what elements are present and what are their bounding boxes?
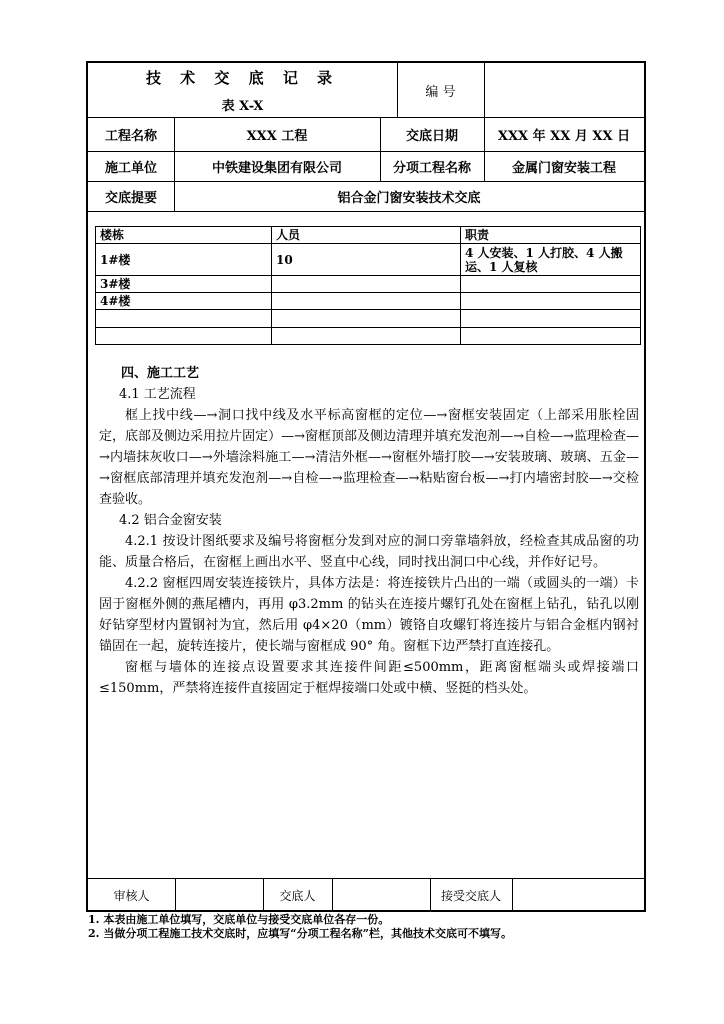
summary-label: 交底提要 [104,190,157,206]
table-cell[interactable] [272,310,461,327]
project-name-label: 工程名称 [104,128,157,144]
table-cell[interactable] [461,275,641,292]
disclosure-form [86,61,646,912]
table-cell[interactable] [96,310,272,327]
table-row [96,310,641,327]
table-cell[interactable]: 4#楼 [96,293,272,310]
staff-table [95,226,641,345]
divider [88,211,644,212]
section-title: 四、施工工艺 [121,366,200,381]
subsection-title: 4.1 工艺流程 [119,387,196,402]
receiver-label: 接受交底人 [440,888,501,903]
footnotes [88,913,648,941]
summary-value[interactable]: 铝合金门窗安装技术交底 [337,190,481,206]
table-row [96,327,641,344]
form-number: 表 X-X [221,98,264,114]
table-row [96,275,641,292]
discloser-label: 交底人 [279,888,316,903]
column-header: 人员 [272,227,461,244]
reviewer-signature[interactable] [175,878,263,912]
sub-project-name[interactable]: 金属门窗安装工程 [511,160,616,176]
table-cell[interactable]: 4 人安装、1 人打胶、4 人搬运、1 人复核 [461,244,641,276]
number-value[interactable] [484,63,644,117]
construction-unit-label: 施工单位 [104,160,157,176]
table-cell[interactable]: 3#楼 [96,275,272,292]
table-cell[interactable] [272,327,461,344]
table-row [96,293,641,310]
table-header-row [96,227,641,244]
disclosure-date[interactable]: XXX 年 XX 月 XX 日 [497,128,631,144]
date-label: 交底日期 [405,128,458,144]
process-flow-paragraph: 框上找中线—→洞口找中线及水平标高窗框的定位—→窗框安装固定（上部采用胀栓固定，底部及侧边采用拉片固定）—→窗框顶部及侧边清理并填充发泡剂—→自检—→监理检查—→内墙抹灰收口—→外墙涂料施工—→清洁外框—→窗框外墙打胶—→安装玻璃、玻璃、五金—→窗框底部清理并填充发泡剂—→自检—→监理检查—→粘贴窗台板—→打内墙密封胶—→交检查验收。 [99,408,639,507]
table-cell[interactable] [272,293,461,310]
number-label: 编 号 [425,84,456,100]
discloser-signature[interactable] [332,878,430,912]
subsection-title: 4.2 铝合金窗安装 [119,513,222,528]
table-cell[interactable] [96,327,272,344]
reviewer-label: 审核人 [113,888,150,903]
table-row [96,244,641,276]
footnote: 2. 当做分项工程施工技术交底时，应填写“分项工程名称”栏，其他技术交底可不填写。 [88,927,512,940]
table-cell[interactable]: 10 [272,244,461,276]
project-name[interactable]: XXX 工程 [246,128,308,144]
paragraph-4-2-1: 4.2.1 按设计图纸要求及编号将窗框分发到对应的洞口旁靠墙斜放，经检查其成品窗的功能、质量合格后，在窗框上画出水平、竖直中心线，同时找出洞口中心线，并作好记号。 [99,534,639,570]
sub-project-label: 分项工程名称 [392,160,471,176]
table-cell[interactable]: 1#楼 [96,244,272,276]
construction-unit[interactable]: 中铁建设集团有限公司 [211,160,342,176]
paragraph-connection-spacing: 窗框与墙体的连接点设置要求其连接件间距≤500mm，距离窗框端头或焊接端口≤150mm，严禁将连接件直接固定于框焊接端口处或中横、竖挺的档头处。 [99,660,639,696]
table-cell[interactable] [461,310,641,327]
footnote: 1. 本表由施工单位填写，交底单位与接受交底单位各存一份。 [88,913,390,926]
receiver-signature[interactable] [512,878,644,912]
disclosure-content [99,363,639,699]
column-header: 楼栋 [96,227,272,244]
table-cell[interactable] [272,275,461,292]
table-cell[interactable] [461,327,641,344]
column-header: 职责 [461,227,641,244]
form-title: 技 术 交 底 记 录 [145,68,340,87]
paragraph-4-2-2: 4.2.2 窗框四周安装连接铁片，具体方法是：将连接铁片凸出的一端（或圆头的一端）卡固于窗框外侧的燕尾槽内，再用 φ3.2mm 的钻头在连接片螺钉孔处在窗框上钻孔，钻孔以刚好钻穿型材内置钢衬为宜，然后用 φ4×20（mm）镀铬自攻螺钉将连接片与铝合金框内钢衬锚固在一起，旋转连接片，使长端与窗框成 90° 角。窗框下边严禁打直连接孔。 [99,576,639,654]
table-cell[interactable] [461,293,641,310]
